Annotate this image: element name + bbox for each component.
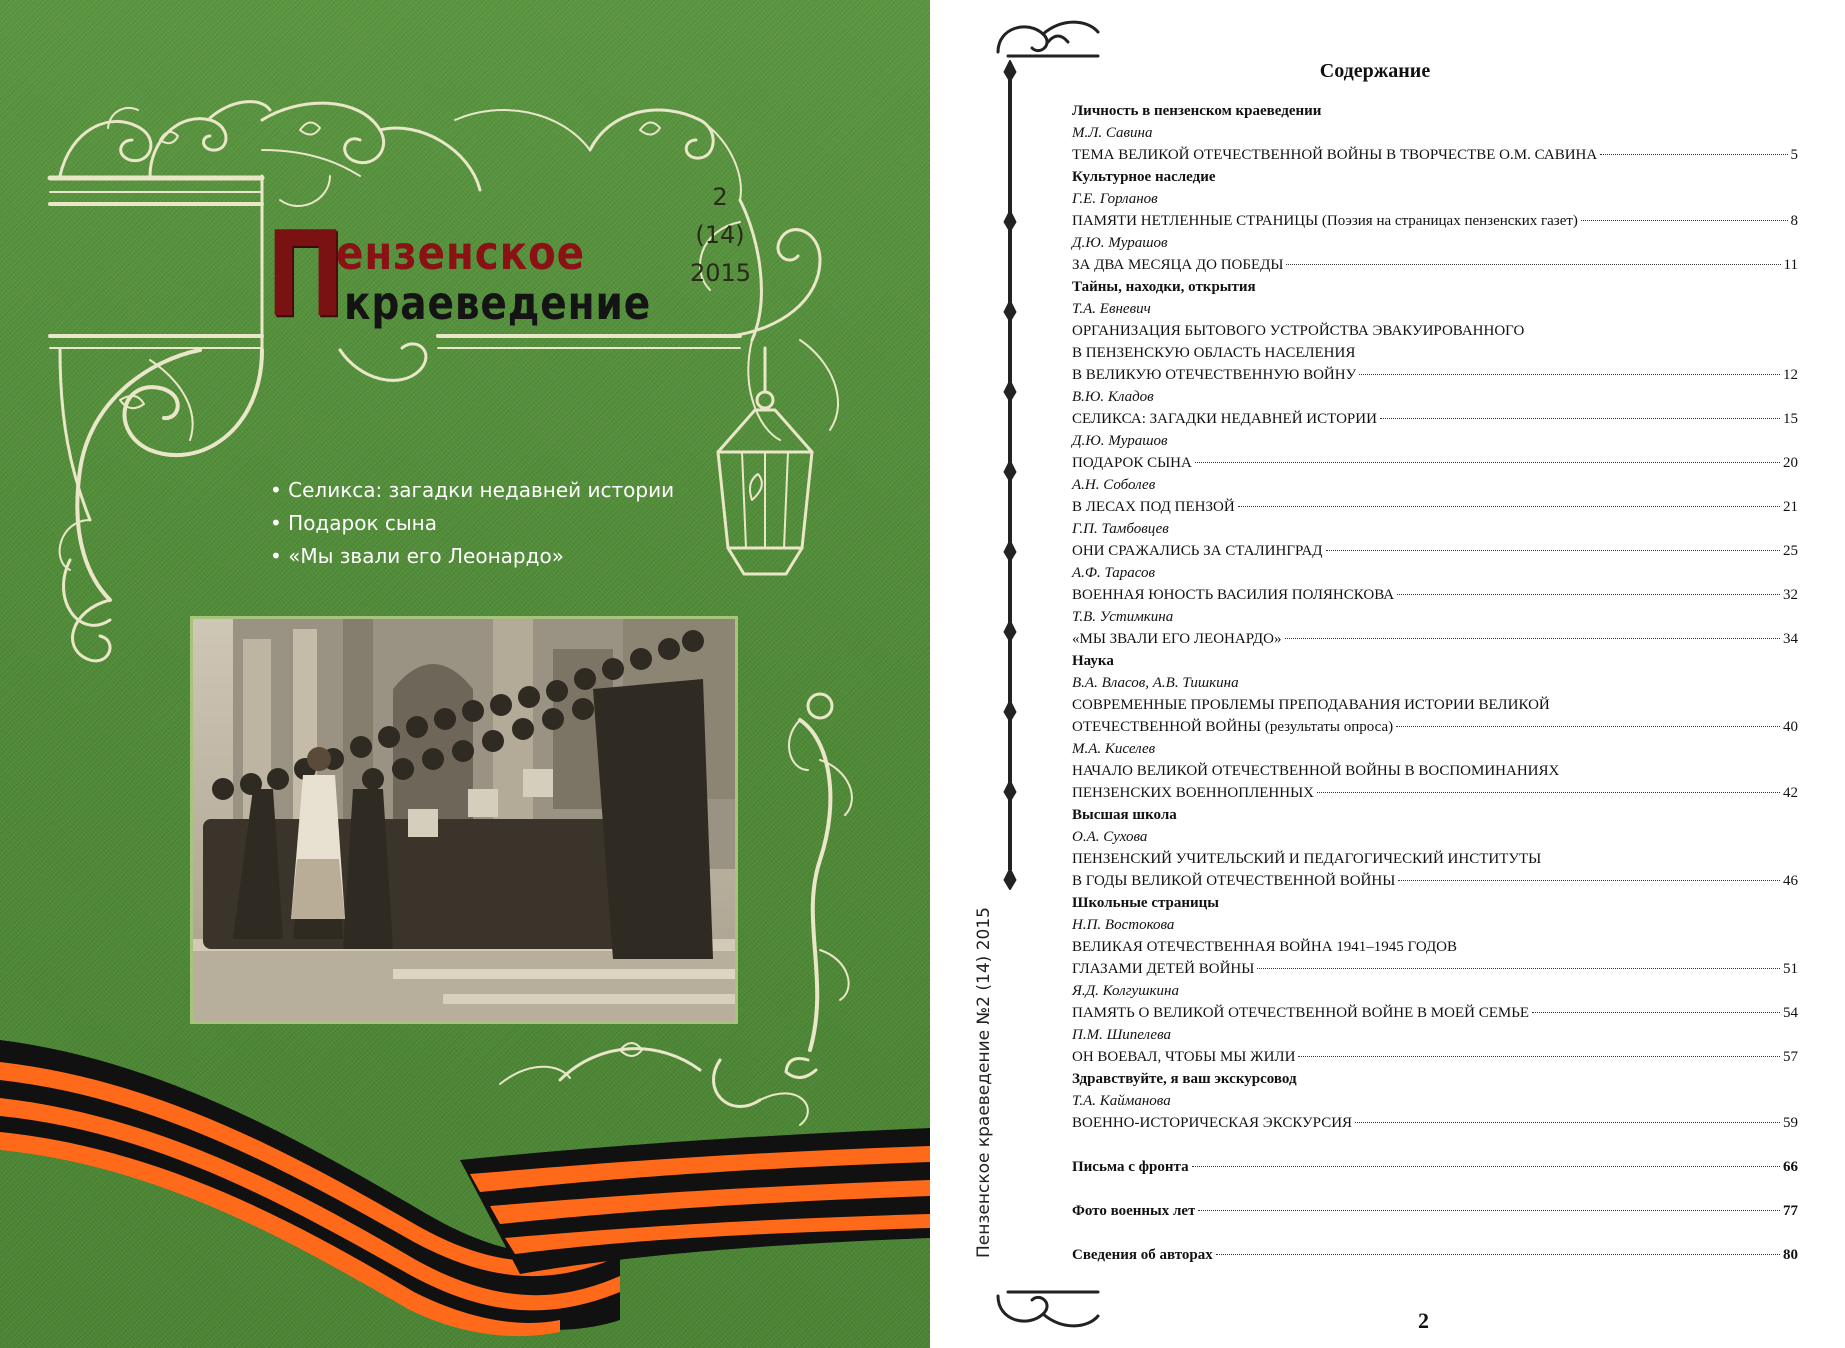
toc-section-entry (1072, 1200, 1798, 1222)
toc-entry-title: ПАМЯТЬ О ВЕЛИКОЙ ОТЕЧЕСТВЕННОЙ ВОЙНЕ В МОЕЙ СЕМЬЕ (1072, 1005, 1529, 1021)
toc-section-heading: Личность в пензенском краеведении (1072, 103, 1322, 119)
toc-author: М.Л. Савина (1072, 125, 1153, 141)
toc-entry-title-line: В ПЕНЗЕНСКУЮ ОБЛАСТЬ НАСЕЛЕНИЯ (1072, 345, 1356, 361)
toc-author: Т.А. Кайманова (1072, 1093, 1171, 1109)
toc-page-number: 59 (1783, 1115, 1798, 1131)
toc-section-heading: Наука (1072, 653, 1114, 669)
toc-entry-title: ГЛАЗАМИ ДЕТЕЙ ВОЙНЫ (1072, 961, 1255, 977)
toc-author: Д.Ю. Мурашов (1072, 235, 1168, 251)
title-line-2: краеведение (344, 276, 652, 330)
issue-info (690, 178, 750, 292)
toc-page-number: 77 (1783, 1203, 1798, 1219)
toc-entry-title: ОНИ СРАЖАЛИСЬ ЗА СТАЛИНГРАД (1072, 543, 1323, 559)
cover-highlight: • «Мы звали его Леонардо» (270, 540, 674, 573)
toc-leader-dots (1396, 726, 1780, 727)
toc-author: Н.П. Востокова (1072, 917, 1175, 933)
toc-page-number: 21 (1783, 499, 1798, 515)
toc-leader-dots (1195, 462, 1780, 463)
toc-entry (1072, 1112, 1798, 1134)
toc-entry-title: ЗА ДВА МЕСЯЦА ДО ПОБЕДЫ (1072, 257, 1284, 273)
toc-author: В.А. Власов, А.В. Тишкина (1072, 675, 1239, 691)
toc-spacer (1072, 1222, 1798, 1244)
issue-number: 2 (14) (695, 183, 745, 249)
toc-entry-title: ОТЕЧЕСТВЕННОЙ ВОЙНЫ (результаты опроса) (1072, 719, 1394, 735)
toc-entry (1072, 210, 1798, 232)
toc-entry (1072, 1002, 1798, 1024)
toc-spacer (1072, 1178, 1798, 1200)
toc-author: П.М. Шипелева (1072, 1027, 1171, 1043)
st-george-ribbon-illustration (0, 1020, 930, 1348)
toc-entry (1072, 1046, 1798, 1068)
toc-section-heading: Здравствуйте, я ваш экскурсовод (1072, 1071, 1297, 1087)
table-of-contents (1072, 100, 1798, 1266)
toc-author: О.А. Сухова (1072, 829, 1148, 845)
toc-page-number: 54 (1783, 1005, 1798, 1021)
toc-section-entry (1072, 1244, 1798, 1266)
toc-entry (1072, 628, 1798, 650)
toc-leader-dots (1397, 594, 1780, 595)
toc-author: Т.В. Устимкина (1072, 609, 1174, 625)
toc-leader-dots (1298, 1056, 1780, 1057)
toc-section-entry (1072, 1156, 1798, 1178)
cover-highlights (270, 474, 674, 573)
toc-entry (1072, 870, 1798, 892)
vertical-ornament-rule (998, 60, 1022, 890)
toc-leader-dots (1285, 638, 1781, 639)
toc-spacer (1072, 1134, 1798, 1156)
toc-leader-dots (1380, 418, 1780, 419)
toc-page-number: 11 (1783, 257, 1798, 273)
contents-page (930, 0, 1845, 1348)
toc-entry-title: Письма с фронта (1072, 1159, 1189, 1175)
toc-entry-title: ПЕНЗЕНСКИХ ВОЕННОПЛЕННЫХ (1072, 785, 1315, 801)
toc-entry-title: Сведения об авторах (1072, 1247, 1213, 1263)
toc-entry (1072, 958, 1798, 980)
toc-author: Г.Е. Горланов (1072, 191, 1158, 207)
toc-entry (1072, 496, 1798, 518)
toc-entry-title: СЕЛИКСА: ЗАГАДКИ НЕДАВНЕЙ ИСТОРИИ (1072, 411, 1377, 427)
toc-page-number: 15 (1783, 411, 1798, 427)
cover-highlight: • Селикса: загадки недавней истории (270, 474, 674, 507)
toc-page-number: 51 (1783, 961, 1798, 977)
toc-page-number: 12 (1783, 367, 1798, 383)
toc-entry-title-line: НАЧАЛО ВЕЛИКОЙ ОТЕЧЕСТВЕННОЙ ВОЙНЫ В ВОСПОМИНАНИЯХ (1072, 763, 1560, 779)
toc-leader-dots (1286, 264, 1780, 265)
cover-highlight: • Подарок сына (270, 507, 674, 540)
toc-entry-title: ВОЕННАЯ ЮНОСТЬ ВАСИЛИЯ ПОЛЯНСКОВА (1072, 587, 1395, 603)
toc-leader-dots (1600, 154, 1787, 155)
toc-entry (1072, 364, 1798, 386)
toc-entry-title-line: ПЕНЗЕНСКИЙ УЧИТЕЛЬСКИЙ И ПЕДАГОГИЧЕСКИЙ ИНСТИТУТЫ (1072, 851, 1542, 867)
toc-leader-dots (1532, 1012, 1780, 1013)
toc-leader-dots (1355, 1122, 1780, 1123)
toc-entry-title: В ВЕЛИКУЮ ОТЕЧЕСТВЕННУЮ ВОЙНУ (1072, 367, 1357, 383)
scroll-ornament-top-icon (988, 12, 1108, 62)
toc-leader-dots (1359, 374, 1780, 375)
toc-entry (1072, 782, 1798, 804)
toc-section-heading: Школьные страницы (1072, 895, 1220, 911)
toc-leader-dots (1317, 792, 1780, 793)
toc-author: Т.А. Евневич (1072, 301, 1151, 317)
toc-entry (1072, 144, 1798, 166)
toc-leader-dots (1192, 1166, 1780, 1167)
toc-page-number: 66 (1783, 1159, 1798, 1175)
issue-year: 2015 (690, 259, 752, 287)
toc-leader-dots (1198, 1210, 1780, 1211)
toc-entry (1072, 540, 1798, 562)
toc-page-number: 25 (1783, 543, 1798, 559)
toc-entry-title: ПОДАРОК СЫНА (1072, 455, 1192, 471)
toc-page-number: 57 (1783, 1049, 1798, 1065)
scroll-ornament-bottom-icon (988, 1286, 1108, 1336)
title-line-1: ензенское (336, 226, 586, 280)
toc-page-number: 34 (1783, 631, 1798, 647)
page-number: 2 (1418, 1308, 1429, 1333)
toc-entry-title: ТЕМА ВЕЛИКОЙ ОТЕЧЕСТВЕННОЙ ВОЙНЫ В ТВОРЧЕСТВЕ О.М. САВИНА (1072, 147, 1598, 163)
toc-page-number: 20 (1783, 455, 1798, 471)
toc-author: В.Ю. Кладов (1072, 389, 1154, 405)
toc-author: Г.П. Тамбовцев (1072, 521, 1169, 537)
title-initial: П (266, 205, 346, 343)
toc-leader-dots (1398, 880, 1780, 881)
toc-entry-title: «МЫ ЗВАЛИ ЕГО ЛЕОНАРДО» (1072, 631, 1282, 647)
toc-entry-title: ОН ВОЕВАЛ, ЧТОБЫ МЫ ЖИЛИ (1072, 1049, 1296, 1065)
toc-author: А.Ф. Тарасов (1072, 565, 1156, 581)
toc-page-number: 40 (1783, 719, 1798, 735)
toc-entry-title: ВОЕННО-ИСТОРИЧЕСКАЯ ЭКСКУРСИЯ (1072, 1115, 1353, 1131)
toc-leader-dots (1216, 1254, 1780, 1255)
toc-section-heading: Высшая школа (1072, 807, 1177, 823)
toc-entry-title: В ГОДЫ ВЕЛИКОЙ ОТЕЧЕСТВЕННОЙ ВОЙНЫ (1072, 873, 1396, 889)
toc-section-heading: Культурное наследие (1072, 169, 1216, 185)
toc-entry (1072, 254, 1798, 276)
toc-section-heading: Тайны, находки, открытия (1072, 279, 1256, 295)
toc-author: Д.Ю. Мурашов (1072, 433, 1168, 449)
toc-entry-title-line: СОВРЕМЕННЫЕ ПРОБЛЕМЫ ПРЕПОДАВАНИЯ ИСТОРИИ ВЕЛИКОЙ (1072, 697, 1550, 713)
war-photo-illustration (193, 619, 738, 1024)
toc-entry-title-line: ОРГАНИЗАЦИЯ БЫТОВОГО УСТРОЙСТВА ЭВАКУИРОВАННОГО (1072, 323, 1525, 339)
toc-author: Я.Д. Колгушкина (1072, 983, 1179, 999)
toc-leader-dots (1581, 220, 1788, 221)
toc-entry (1072, 408, 1798, 430)
toc-entry-title: ПАМЯТИ НЕТЛЕННЫЕ СТРАНИЦЫ (Поэзия на страницах пензенских газет) (1072, 213, 1578, 229)
toc-entry-title: Фото военных лет (1072, 1203, 1196, 1219)
toc-leader-dots (1238, 506, 1780, 507)
toc-page-number: 46 (1783, 873, 1798, 889)
toc-page-number: 32 (1783, 587, 1798, 603)
toc-page-number: 8 (1790, 213, 1798, 229)
toc-entry-title: В ЛЕСАХ ПОД ПЕНЗОЙ (1072, 499, 1235, 515)
toc-entry (1072, 452, 1798, 474)
toc-entry-title-line: ВЕЛИКАЯ ОТЕЧЕСТВЕННАЯ ВОЙНА 1941–1945 ГОДОВ (1072, 939, 1458, 955)
toc-leader-dots (1257, 968, 1780, 969)
toc-page-number: 5 (1790, 147, 1798, 163)
toc-page-number: 80 (1783, 1247, 1798, 1263)
cover-photograph (190, 616, 738, 1024)
toc-entry (1072, 584, 1798, 606)
toc-author: А.Н. Соболев (1072, 477, 1156, 493)
toc-leader-dots (1326, 550, 1780, 551)
toc-author: М.А. Киселев (1072, 741, 1156, 757)
toc-page-number: 42 (1783, 785, 1798, 801)
running-title-vertical: Пензенское краеведение №2 (14) 2015 (974, 907, 994, 1258)
toc-entry (1072, 716, 1798, 738)
contents-heading: Содержание (1319, 60, 1431, 82)
